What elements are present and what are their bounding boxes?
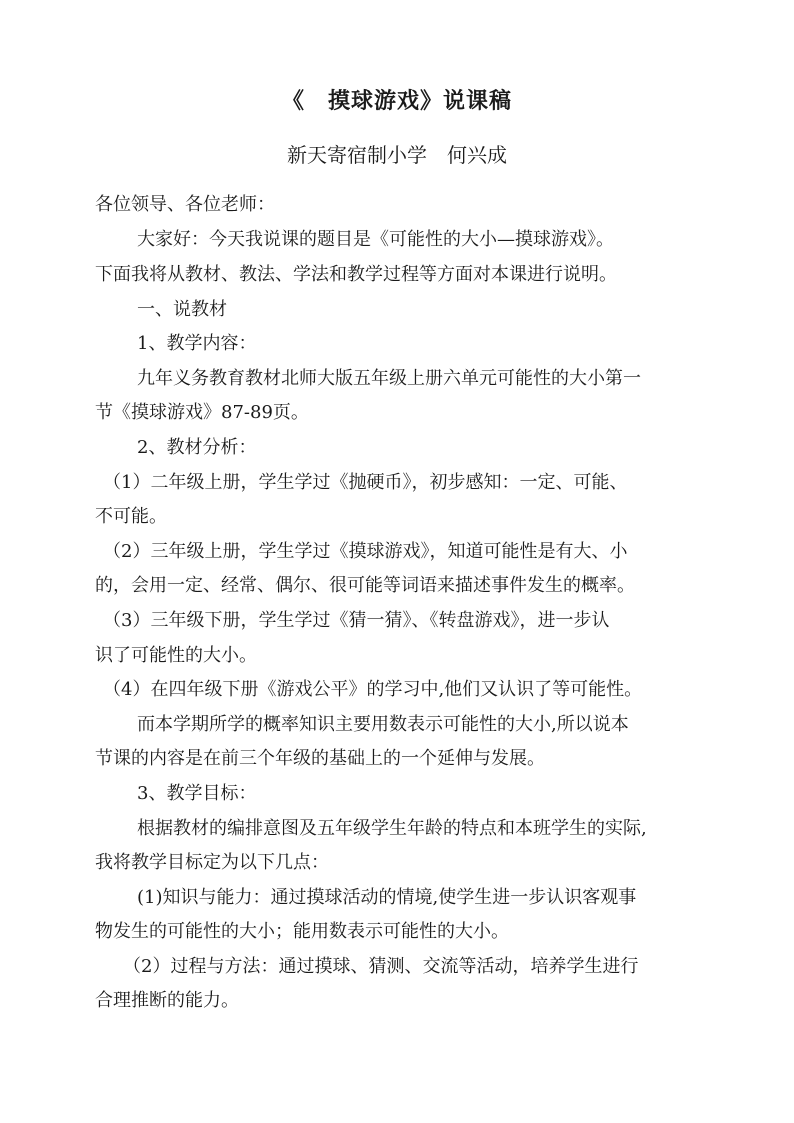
body-line: 2、教材分析： [137, 437, 257, 458]
body-line: （2）过程与方法：通过摸球、猜测、交流等活动，培养学生进行 [123, 956, 639, 977]
body-line: 根据教材的编排意图及五年级学生年龄的特点和本班学生的实际, [137, 818, 647, 839]
document-title: 《 摸球游戏》说课稿 [281, 88, 512, 114]
body-line: 大家好：今天我说课的题目是《可能性的大小—摸球游戏》。 [137, 229, 614, 250]
body-line: 合理推断的能力。 [95, 990, 239, 1011]
body-line: 九年义务教育教材北师大版五年级上册六单元可能性的大小第一 [137, 368, 641, 389]
body-line: 一、说教材 [137, 299, 227, 320]
body-line: 3、教学目标： [137, 783, 257, 804]
body-line: （3）三年级下册，学生学过《猜一猜》、《转盘游戏》，进一步认 [103, 610, 610, 631]
document-subtitle: 新天寄宿制小学 何兴成 [287, 143, 507, 167]
body-line: 节《摸球游戏》87-89页。 [95, 402, 309, 423]
body-line: 的，会用一定、经常、偶尔、很可能等词语来描述事件发生的概率。 [95, 575, 635, 596]
body-line: 各位领导、各位老师： [95, 194, 275, 215]
body-line: （2）三年级上册，学生学过《摸球游戏》，知道可能性是有大、小 [103, 541, 628, 562]
body-line: （4）在四年级下册《游戏公平》的学习中,他们又认识了等可能性。 [103, 679, 643, 700]
body-line: 而本学期所学的概率知识主要用数表示可能性的大小,所以说本 [137, 714, 629, 735]
body-line: 1、教学内容： [137, 333, 257, 354]
body-line: (1)知识与能力：通过摸球活动的情境,使学生进一步认识客观事 [137, 887, 637, 908]
body-line: （1）二年级上册，学生学过《抛硬币》，初步感知：一定、可能、 [103, 472, 628, 493]
body-line: 识了可能性的大小。 [95, 645, 257, 666]
body-line: 物发生的可能性的大小；能用数表示可能性的大小。 [95, 921, 509, 942]
body-line: 下面我将从教材、教法、学法和教学过程等方面对本课进行说明。 [95, 264, 617, 285]
body-line: 我将教学目标定为以下几点： [95, 852, 329, 873]
body-line: 不可能。 [95, 506, 167, 527]
body-line: 节课的内容是在前三个年级的基础上的一个延伸与发展。 [95, 748, 545, 769]
